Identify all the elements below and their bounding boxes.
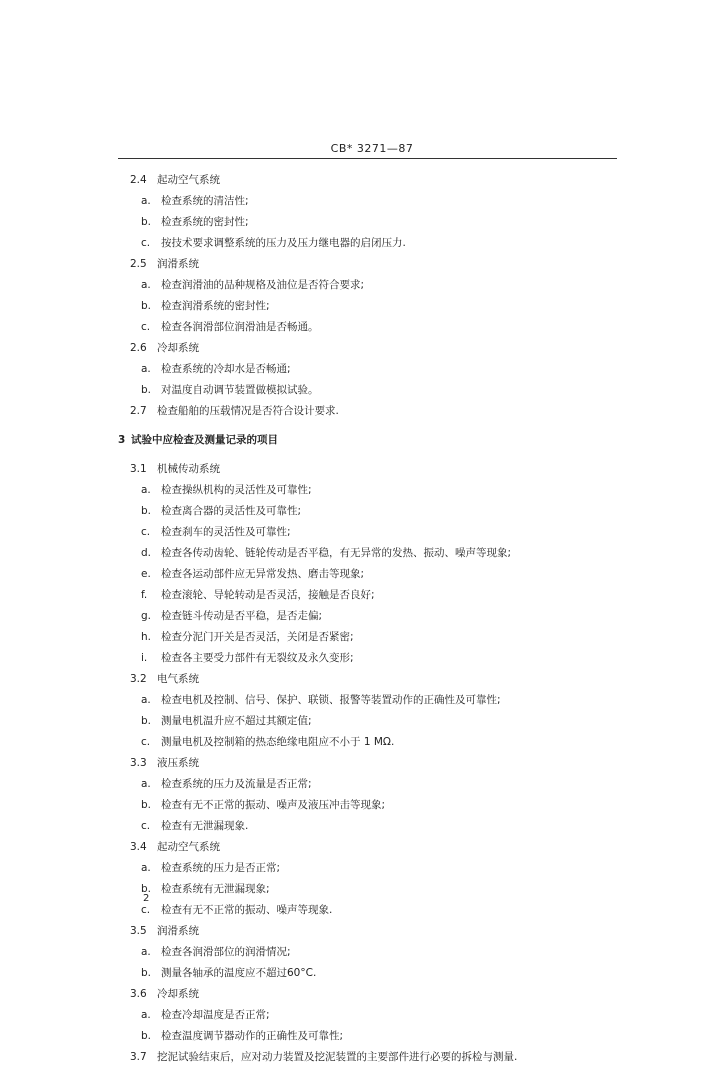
item-text: 检查冷却温度是否正常; [161,1009,270,1021]
item-text: 液压系统 [157,757,199,769]
item-text: 检查滚轮、导轮转动是否灵活，接触是否良好; [161,589,375,601]
item-number: b. [141,1030,152,1042]
list-item [0,795,724,816]
item-text: 润滑系统 [157,258,199,270]
section-heading [0,837,724,858]
item-text: 冷却系统 [157,342,199,354]
item-number: 3.7 [130,1051,147,1063]
item-text: 检查润滑油的品种规格及油位是否符合要求; [161,279,365,291]
item-number: c. [141,904,151,916]
item-text: 按技术要求调整系统的压力及压力继电器的启闭压力. [161,237,406,249]
header-rule [118,158,617,159]
item-number: b. [141,384,152,396]
list-item [0,1005,724,1026]
item-number: g. [141,610,152,622]
item-number: 2.6 [130,342,147,354]
list-item [0,501,724,522]
item-text: 检查系统的密封性; [161,216,249,228]
item-number: c. [141,321,151,333]
list-item [0,296,724,317]
item-text: 润滑系统 [157,925,199,937]
item-number: b. [141,967,152,979]
chapter-heading [0,430,724,451]
item-text: 检查有无泄漏现象. [161,820,249,832]
item-text: 检查链斗传动是否平稳，是否走偏; [161,610,323,622]
list-item [0,212,724,233]
list-item [0,774,724,795]
item-number: 3.5 [130,925,147,937]
item-number: a. [141,279,151,291]
item-number: 2.7 [130,405,147,417]
spacer [0,422,724,430]
list-item [0,480,724,501]
item-text: 冷却系统 [157,988,199,1000]
section-heading [0,170,724,191]
item-number: d. [141,547,152,559]
item-number: b. [141,216,152,228]
spacer [0,451,724,459]
item-number: c. [141,237,151,249]
item-text: 检查刹车的灵活性及可靠性; [161,526,291,538]
item-text: 起动空气系统 [157,841,220,853]
list-item [0,606,724,627]
item-number: a. [141,484,151,496]
list-item [0,711,724,732]
item-text: 机械传动系统 [157,463,220,475]
item-number: a. [141,195,151,207]
list-item [0,233,724,254]
list-item [0,900,724,921]
list-item [0,1026,724,1047]
item-text: 检查有无不正常的振动、噪声等现象. [161,904,333,916]
list-item [0,690,724,711]
item-number: i. [141,652,148,664]
section-heading [0,669,724,690]
section-heading [0,254,724,275]
item-number: a. [141,694,151,706]
list-item [0,732,724,753]
item-text: 检查系统的清洁性; [161,195,249,207]
item-number: f. [141,589,148,601]
item-text: 检查各润滑部位的润滑情况; [161,946,291,958]
item-text: 测量各轴承的温度应不超过60°C. [161,967,317,979]
document-header [0,142,724,155]
item-number: e. [141,568,151,580]
section-heading [0,459,724,480]
item-text: 检查各主要受力部件有无裂纹及永久变形; [161,652,354,664]
list-item [0,359,724,380]
item-number: a. [141,778,151,790]
list-item [0,627,724,648]
list-item [0,963,724,984]
list-item [0,879,724,900]
list-item [0,858,724,879]
list-item [0,522,724,543]
item-number: 3.3 [130,757,147,769]
item-number: 3.6 [130,988,147,1000]
list-item [0,543,724,564]
item-text: 测量电机及控制箱的热态绝缘电阻应不小于 1 MΩ. [161,736,395,748]
item-text: 对温度自动调节装置做模拟试验。 [161,384,319,396]
item-text: 检查操纵机构的灵活性及可靠性; [161,484,312,496]
page-number: 2 [143,893,150,904]
item-number: a. [141,363,151,375]
item-number: c. [141,736,151,748]
standard-code: CB* 3271—87 [330,142,414,155]
item-number: 2.5 [130,258,147,270]
item-text: 检查电机及控制、信号、保护、联锁、报警等装置动作的正确性及可靠性; [161,694,501,706]
list-item [0,380,724,401]
item-text: 挖泥试验结束后，应对动力装置及挖泥装置的主要部件进行必要的拆检与测量. [157,1051,518,1063]
item-number: 3.1 [130,463,147,475]
list-item [0,585,724,606]
item-text: 起动空气系统 [157,174,220,186]
section-heading [0,401,724,422]
item-number: 3.2 [130,673,147,685]
item-text: 检查系统的冷却水是否畅通; [161,363,291,375]
section-heading [0,984,724,1005]
document-body [0,170,724,1068]
item-text: 检查系统的压力是否正常; [161,862,281,874]
item-number: c. [141,526,151,538]
item-number: 2.4 [130,174,147,186]
item-text: 测量电机温升应不超过其额定值; [161,715,312,727]
item-text: 试验中应检查及测量记录的项目 [131,434,278,446]
item-number: a. [141,1009,151,1021]
item-number: h. [141,631,151,643]
item-number: c. [141,820,151,832]
item-number: b. [141,505,152,517]
item-number: a. [141,862,151,874]
item-text: 检查系统的压力及流量是否正常; [161,778,312,790]
item-text: 检查各传动齿轮、链轮传动是否平稳，有无异常的发热、振动、噪声等现象; [161,547,512,559]
item-number: 3 [118,434,126,446]
item-text: 检查温度调节器动作的正确性及可靠性; [161,1030,344,1042]
section-heading [0,338,724,359]
list-item [0,275,724,296]
item-text: 检查分泥门开关是否灵活，关闭是否紧密; [161,631,354,643]
item-text: 检查各运动部件应无异常发热、磨击等现象; [161,568,365,580]
list-item [0,816,724,837]
list-item [0,942,724,963]
item-text: 检查离合器的灵活性及可靠性; [161,505,302,517]
list-item [0,191,724,212]
item-number: b. [141,799,152,811]
list-item [0,648,724,669]
item-text: 检查有无不正常的振动、噪声及液压冲击等现象; [161,799,386,811]
item-number: a. [141,946,151,958]
item-text: 检查润滑系统的密封性; [161,300,270,312]
item-text: 检查船舶的压载情况是否符合设计要求. [157,405,339,417]
item-number: 3.4 [130,841,147,853]
item-number: b. [141,715,152,727]
list-item [0,564,724,585]
item-number: b. [141,300,152,312]
section-heading [0,921,724,942]
section-heading [0,1047,724,1068]
item-text: 检查系统有无泄漏现象; [161,883,270,895]
item-text: 电气系统 [157,673,199,685]
item-text: 检查各润滑部位润滑油是否畅通。 [161,321,319,333]
item-number: b. [141,883,152,895]
list-item [0,317,724,338]
section-heading [0,753,724,774]
